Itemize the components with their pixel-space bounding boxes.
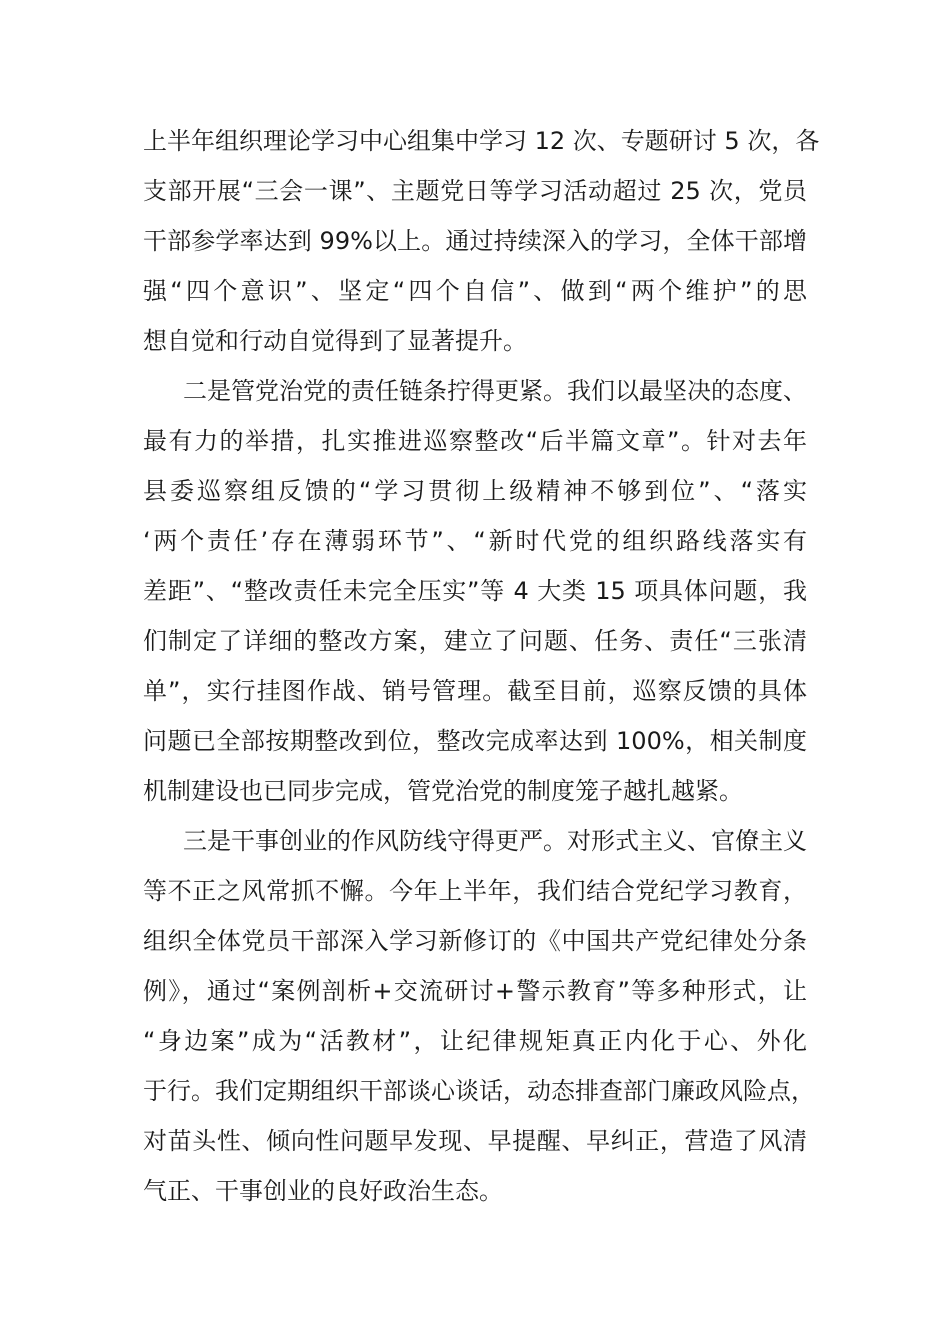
- text-line: “身边案”成为“活教材”，让纪律规矩真正内化于心、外化: [143, 1027, 807, 1055]
- text-line: 机制建设也已同步完成，管党治党的制度笼子越扎越紧。: [143, 777, 743, 805]
- text-line: 强“四个意识”、坚定“四个自信”、做到“两个维护”的思: [143, 277, 807, 305]
- text-line: 三是干事创业的作风防线守得更严。对形式主义、官僚主义: [183, 827, 807, 855]
- text-line: 干部参学率达到 99%以上。通过持续深入的学习，全体干部增: [143, 227, 807, 255]
- text-line: 最有力的举措，扎实推进巡察整改“后半篇文章”。针对去年: [143, 427, 807, 455]
- text-line: 单”，实行挂图作战、销号管理。截至目前，巡察反馈的具体: [143, 677, 807, 705]
- paragraph-1: [143, 116, 820, 366]
- text-line: 们制定了详细的整改方案，建立了问题、任务、责任“三张清: [143, 627, 807, 655]
- text-line: 等不正之风常抓不懈。今年上半年，我们结合党纪学习教育，: [143, 877, 807, 905]
- text-line: 问题已全部按期整改到位，整改完成率达到 100%，相关制度: [143, 727, 807, 755]
- document-body: [143, 116, 820, 1216]
- paragraph-3: [143, 816, 815, 1216]
- text-line: 县委巡察组反馈的“学习贯彻上级精神不够到位”、“落实: [143, 477, 807, 505]
- text-line: 组织全体党员干部深入学习新修订的《中国共产党纪律处分条: [143, 927, 807, 955]
- text-line: ‘两个责任’存在薄弱环节”、“新时代党的组织路线落实有: [143, 527, 807, 555]
- text-line: 二是管党治党的责任链条拧得更紧。我们以最坚决的态度、: [183, 377, 807, 405]
- paragraph-2: [143, 366, 807, 816]
- text-line: 于行。我们定期组织干部谈心谈话，动态排查部门廉政风险点，: [143, 1077, 815, 1105]
- text-line: 对苗头性、倾向性问题早发现、早提醒、早纠正，营造了风清: [143, 1127, 807, 1155]
- text-line: 支部开展“三会一课”、主题党日等学习活动超过 25 次，党员: [143, 177, 807, 205]
- text-line: 气正、干事创业的良好政治生态。: [143, 1177, 503, 1205]
- text-line: 上半年组织理论学习中心组集中学习 12 次、专题研讨 5 次，各: [143, 127, 820, 155]
- text-line: 例》，通过“案例剖析+交流研讨+警示教育”等多种形式，让: [143, 977, 807, 1005]
- text-line: 差距”、“整改责任未完全压实”等 4 大类 15 项具体问题，我: [143, 577, 807, 605]
- text-line: 想自觉和行动自觉得到了显著提升。: [143, 327, 527, 355]
